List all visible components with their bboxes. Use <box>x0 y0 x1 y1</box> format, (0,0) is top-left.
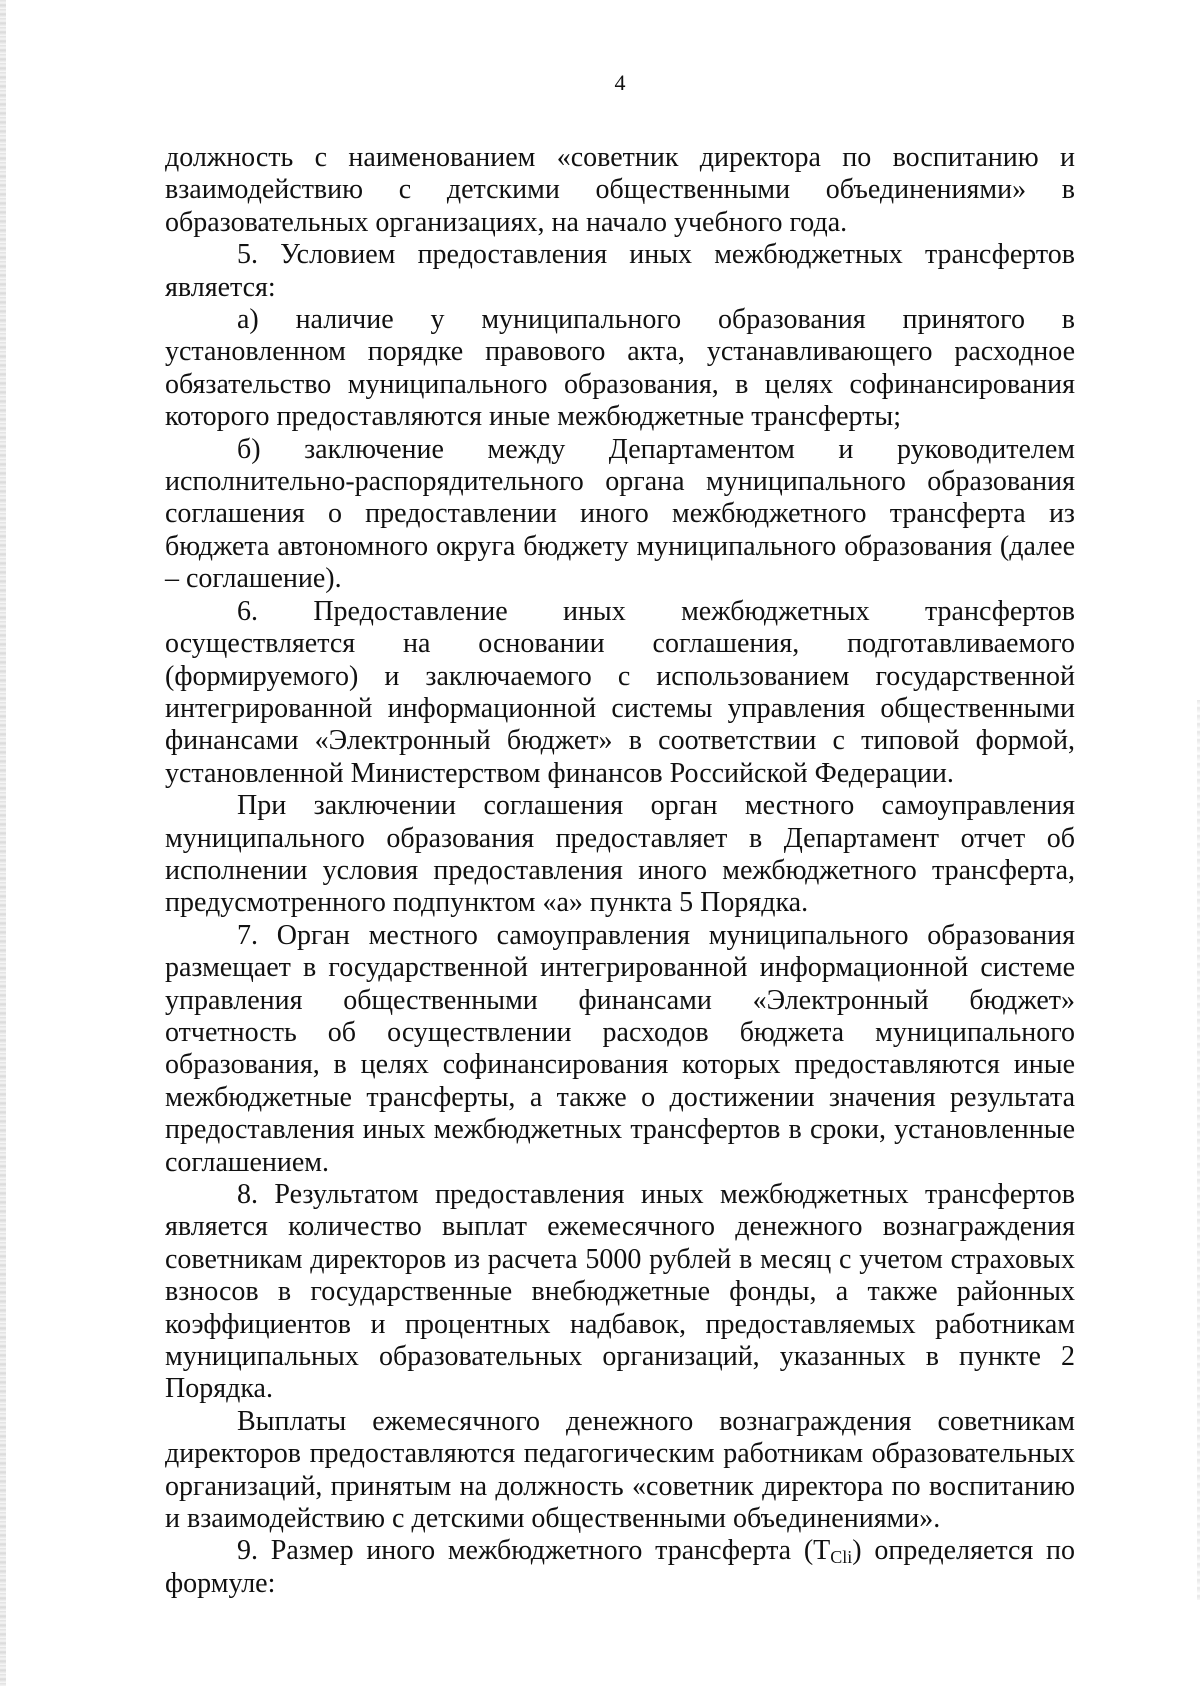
paragraph-9-text-after: ) определяется по формуле: <box>165 1535 1075 1599</box>
paragraph-7: 7. Орган местного самоуправления муниципального образования размещает в государственной интегрированной информационной системе управления общественными финансами «Электронный бюджет» отчетность об осуществлении расходов бюджета муниципального образования, в целях софинансирования которых предоставляются иные межбюджетные трансферты, а также о достижении значения результата предоставления иных межбюджетных трансфертов в сроки, установленные соглашением. <box>165 919 1075 1178</box>
paragraph-5a: а) наличие у муниципального образования принятого в установленном порядке правового акта, устанавливающего расходное обязательство муниципального образования, в целях софинансирования которого предоставляются иные межбюджетные трансферты; <box>165 304 1075 433</box>
paragraph-9-text-before: 9. Размер иного межбюджетного трансферта (Т <box>237 1535 831 1567</box>
paragraph-9 <box>165 1535 1075 1600</box>
document-body <box>165 142 1075 1600</box>
paragraph-8-note: Выплаты ежемесячного денежного вознаграждения советникам директоров предоставляются педагогическим работникам образовательных организаций, принятым на должность «советник директора по воспитанию и взаимодействию с детскими общественными объединениями». <box>165 1405 1075 1535</box>
paragraph-5: 5. Условием предоставления иных межбюджетных трансфертов является: <box>165 239 1075 303</box>
paragraph-6-note: При заключении соглашения орган местного самоуправления муниципального образования предоставляет в Департамент отчет об исполнении условия предоставления иного межбюджетного трансферта, предусмотренного подпунктом «а» пункта 5 Порядка. <box>165 790 1075 919</box>
paragraph-6: 6. Предоставление иных межбюджетных трансфертов осуществляется на основании соглашения, подготавливаемого (формируемого) и заключаемого с использованием государственной интегрированной информационной системы управления общественными финансами «Электронный бюджет» в соответствии с типовой формой, установленной Министерством финансов Российской Федерации. <box>165 595 1075 789</box>
page-number: 4 <box>614 70 626 95</box>
formula-subscript: Сli <box>830 1547 853 1568</box>
paragraph-5b: б) заключение между Департаментом и руководителем исполнительно-распорядительного органа муниципального образования соглашения о предоставлении иного межбюджетного трансферта из бюджета автономного округа бюджету муниципального образования (далее – соглашение). <box>165 433 1075 595</box>
paragraph-8: 8. Результатом предоставления иных межбюджетных трансфертов является количество выплат ежемесячного денежного вознаграждения советникам директоров из расчета 5000 рублей в месяц с учетом страховых взносов в государственные внебюджетные фонды, а также районных коэффициентов и процентных надбавок, предоставляемых работникам муниципальных образовательных организаций, указанных в пункте 2 Порядка. <box>165 1179 1075 1405</box>
paragraph-continuation: должность с наименованием «советник директора по воспитанию и взаимодействию с детскими общественными объединениями» в образовательных организациях, на начало учебного года. <box>165 142 1075 238</box>
scan-edge-left <box>0 0 6 1686</box>
